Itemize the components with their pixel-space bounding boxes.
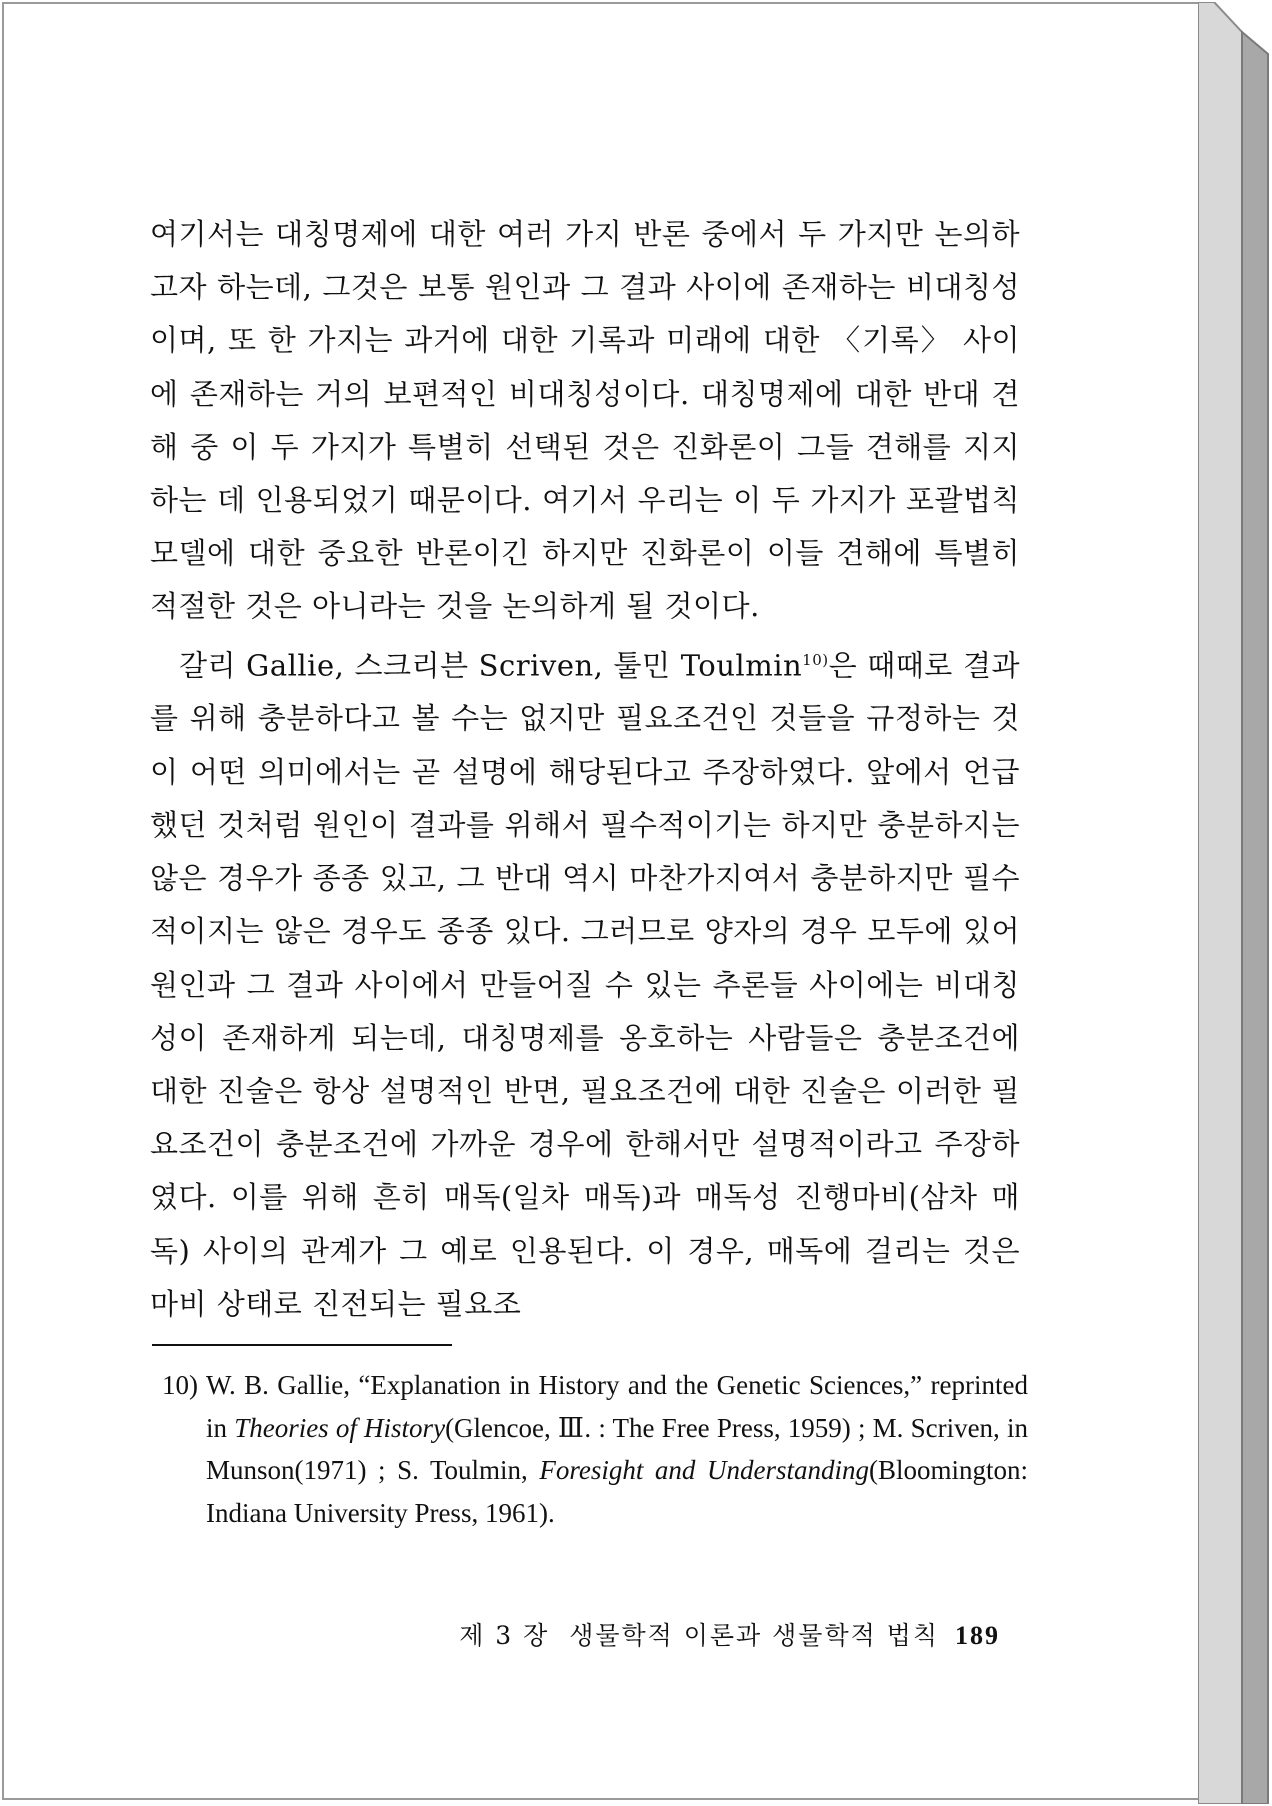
footnotes: [162, 1364, 1028, 1534]
footnote-text: (Glencoe, Ⅲ. : The Free Press, 1959) ; M. Scriven, in Munson(1971) ; S. Toulmin,: [206, 1412, 1028, 1486]
page-number: 189: [955, 1621, 1000, 1650]
footnote-text: (Bloomington: Indiana University Press, 1961).: [206, 1455, 1028, 1528]
footnote-reference: 10): [802, 650, 829, 669]
footnote-number: 10): [162, 1370, 198, 1400]
chapter-title: 제 3 장 생물학적 이론과 생물학적 법칙: [459, 1621, 939, 1650]
footnote-text: W. B. Gallie, “Explanation in History and the Genetic Sciences,” reprinted in: [206, 1370, 1028, 1443]
footnote-10: [162, 1364, 1028, 1534]
book-title: Foresight and Understanding: [539, 1455, 869, 1486]
paragraph: 여기서는 대칭명제에 대한 여러 가지 반론 중에서 두 가지만 논의하고자 하는데, 그것은 보통 원인과 그 결과 사이에 존재하는 비대칭성이며, 또 한 가지는 과거에 대한 기록과 미래에 대한 〈기록〉 사이에 존재하는 거의 보편적인 비대칭성이다. 대칭명제에 대한 반대 견해 중 이 두 가지가 특별히 선택된 것은 진화론이 그들 견해를 지지하는 데 인용되었기 때문이다. 여기서 우리는 이 두 가지가 포괄법칙 모델에 대한 중요한 반론이긴 하지만 진화론이 이들 견해에 특별히 적절한 것은 아니라는 것을 논의하게 될 것이다.: [150, 217, 1020, 624]
page-stack-edge: [1198, 2, 1272, 1804]
running-footer: [150, 1616, 1000, 1652]
footnote-divider: [152, 1344, 452, 1346]
body-text: [150, 208, 1020, 1331]
paragraph: [150, 634, 1020, 1331]
paragraph-text: 갈리 Gallie, 스크리븐 Scriven, 툴민 Toulmin: [179, 648, 803, 683]
book-title: Theories of History: [234, 1412, 446, 1443]
paragraph-text: 은 때때로 결과를 위해 충분하다고 볼 수는 없지만 필요조건인 것들을 규정하는 것이 어떤 의미에서는 곧 설명에 해당된다고 주장하였다. 앞에서 언급했던 것처럼 원인이 결과를 위해서 필수적이기는 하지만 충분하지는 않은 경우가 종종 있고, 그 반대 역시 마찬가지여서 충분하지만 필수적이지는 않은 경우도 종종 있다. 그러므로 양자의 경우 모두에 있어 원인과 그 결과 사이에서 만들어질 수 있는 추론들 사이에는 비대칭성이 존재하게 되는데, 대칭명제를 옹호하는 사람들은 충분조건에 대한 진술은 항상 설명적인 반면, 필요조건에 대한 진술은 이러한 필요조건이 충분조건에 가까운 경우에 한해서만 설명적이라고 주장하였다. 이를 위해 흔히 매독(일차 매독)과 매독성 진행마비(삼차 매독) 사이의 관계가 그 예로 인용된다. 이 경우, 매독에 걸리는 것은 마비 상태로 진전되는 필요조: [150, 648, 1020, 1321]
